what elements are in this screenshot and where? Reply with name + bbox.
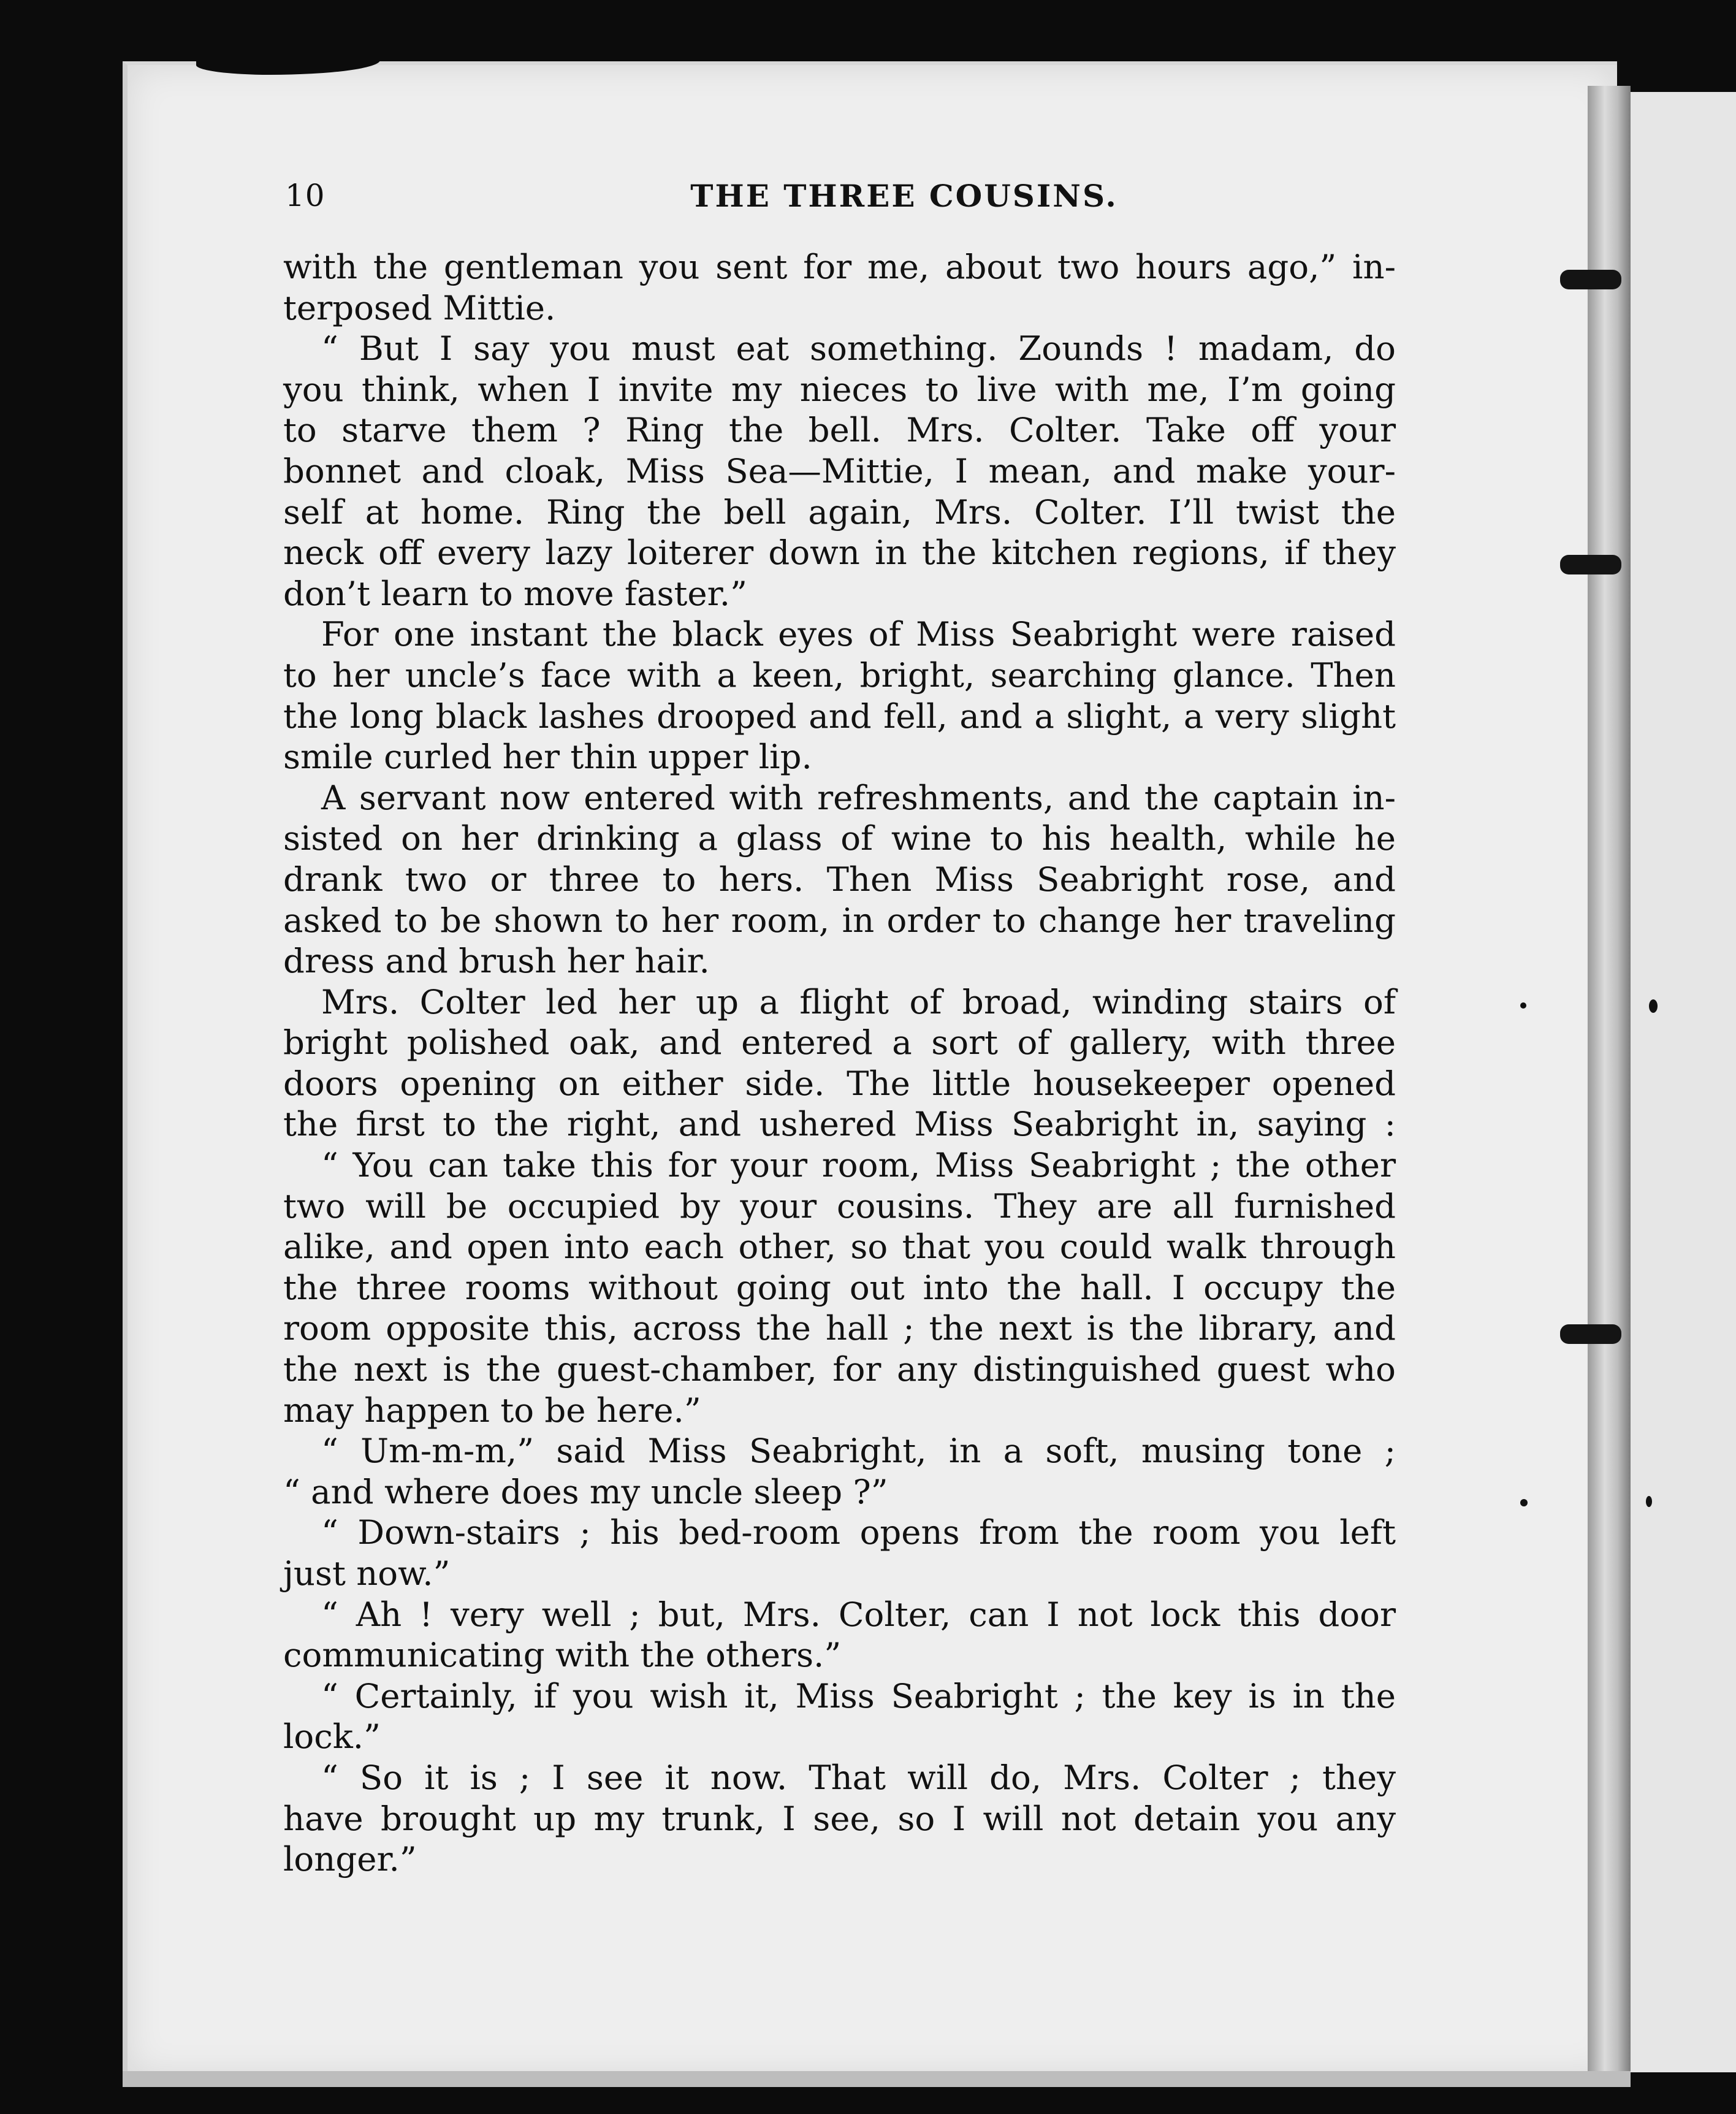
running-head-title: THE THREE COUSINS. — [690, 178, 1118, 214]
text-line: longer.” — [283, 1839, 417, 1879]
text-line: alike, and open into each other, so that you could walk through — [283, 1227, 1396, 1267]
scan-speck — [1646, 1496, 1652, 1507]
book-gutter — [1588, 86, 1631, 2072]
body-text — [283, 246, 1396, 1880]
text-line: “ Certainly, if you wish it, Miss Seabright ; the key is in the — [321, 1676, 1396, 1715]
text-line: “ Down-stairs ; his bed-room opens from the room you left — [321, 1513, 1396, 1552]
running-head — [285, 178, 1523, 227]
text-line: “ Ah ! very well ; but, Mrs. Colter, can I not lock this door — [321, 1594, 1396, 1634]
text-line: dress and brush her hair. — [283, 941, 710, 981]
text-line: the first to the right, and ushered Miss Seabright in, saying : — [283, 1104, 1396, 1144]
text-line: to starve them ? Ring the bell. Mrs. Colter. Take off your — [283, 410, 1396, 450]
text-line: neck off every lazy loiterer down in the kitchen regions, if they — [283, 533, 1396, 573]
binding-clip-mark — [1560, 1324, 1621, 1344]
text-line: smile curled her thin upper lip. — [283, 737, 812, 777]
scan-speck — [1649, 999, 1658, 1013]
scan-speck — [1520, 1002, 1526, 1009]
text-line: doors opening on either side. The little housekeeper opened — [283, 1063, 1396, 1103]
facing-page-edge — [1631, 92, 1736, 2072]
text-line: bonnet and cloak, Miss Sea—Mittie, I mean, and make your- — [283, 451, 1396, 490]
binding-clip-mark — [1560, 270, 1621, 289]
binding-clip-mark — [1560, 555, 1621, 574]
text-line: the next is the guest-chamber, for any distinguished guest who — [283, 1349, 1396, 1389]
text-line: terposed Mittie. — [283, 288, 556, 327]
text-line: the long black lashes drooped and fell, and a slight, a very slight — [283, 696, 1396, 736]
text-line: For one instant the black eyes of Miss Seabright were raised — [321, 614, 1396, 654]
text-line: to her uncle’s face with a keen, bright, searching glance. Then — [283, 655, 1396, 695]
text-line: communicating with the others.” — [283, 1635, 842, 1675]
text-line: have brought up my trunk, I see, so I will not detain you any — [283, 1798, 1396, 1838]
text-line: may happen to be here.” — [283, 1390, 701, 1430]
text-line: “ But I say you must eat something. Zounds ! madam, do — [321, 329, 1396, 368]
text-line: Mrs. Colter led her up a flight of broad, winding stairs of — [321, 982, 1396, 1021]
text-line: drank two or three to hers. Then Miss Seabright rose, and — [283, 859, 1396, 899]
page-number: 10 — [285, 178, 326, 213]
text-line: bright polished oak, and entered a sort of gallery, with three — [283, 1023, 1396, 1063]
text-line: A servant now entered with refreshments, and the captain in- — [321, 777, 1396, 817]
text-line: “ and where does my uncle sleep ?” — [283, 1471, 888, 1511]
text-line: “ Um-m-m,” said Miss Seabright, in a soft, musing tone ; — [321, 1431, 1396, 1471]
text-line: the three rooms without going out into the hall. I occupy the — [283, 1267, 1396, 1307]
text-line: lock.” — [283, 1717, 381, 1757]
text-line: asked to be shown to her room, in order to change her traveling — [283, 900, 1396, 940]
text-line: room opposite this, across the hall ; the next is the library, and — [283, 1308, 1396, 1348]
text-line: two will be occupied by your cousins. They are all furnished — [283, 1186, 1396, 1226]
text-line: just now.” — [283, 1554, 451, 1593]
text-line: you think, when I invite my nieces to live with me, I’m going — [283, 369, 1396, 409]
text-line: with the gentleman you sent for me, about two hours ago,” in- — [283, 247, 1396, 286]
text-line: “ You can take this for your room, Miss Seabright ; the other — [321, 1145, 1396, 1185]
text-line: don’t learn to move faster.” — [283, 573, 747, 613]
text-line: “ So it is ; I see it now. That will do, Mrs. Colter ; they — [321, 1757, 1396, 1797]
text-line: sisted on her drinking a glass of wine to his health, while he — [283, 819, 1396, 858]
page-bottom-edge — [123, 2071, 1631, 2087]
scan-speck — [1520, 1499, 1528, 1506]
text-line: self at home. Ring the bell again, Mrs. Colter. I’ll twist the — [283, 492, 1396, 532]
